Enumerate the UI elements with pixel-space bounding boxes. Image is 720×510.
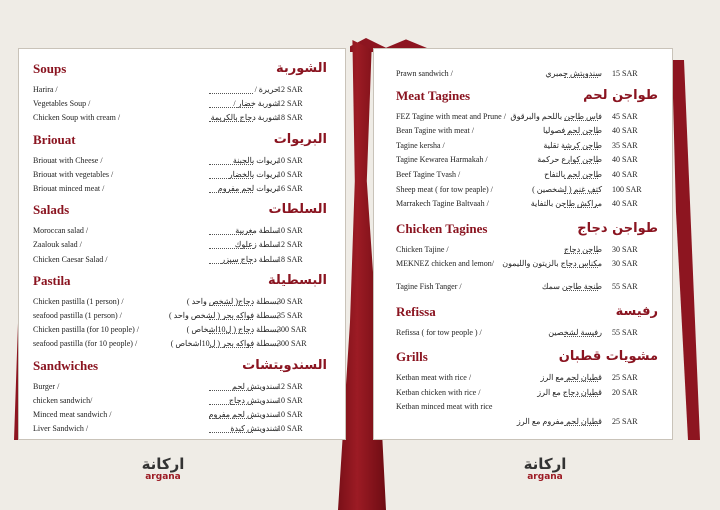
dotted-leader (564, 157, 598, 164)
item-price: 100 SAR (612, 184, 642, 194)
item-name-en: Briouat with vegetables / (33, 169, 114, 179)
section-header (19, 132, 345, 152)
item-name-ar: بسطلة فواكه بحر ( ل10اشخاص ) (170, 339, 279, 349)
item-price: 18 SAR (277, 113, 303, 123)
dotted-leader (564, 284, 598, 291)
menu-item (19, 408, 345, 422)
item-name-ar: طاجن كوارع حركمة (537, 155, 602, 165)
item-name-en: Chicken pastilla (for 10 people) / (33, 325, 139, 335)
menu-item (19, 83, 345, 97)
item-price: 35 SAR (277, 311, 303, 320)
item-name-en: Minced meat sandwich / (33, 410, 112, 419)
dotted-leader (209, 313, 253, 320)
item-name-en: Vegetables Soup / (33, 99, 91, 109)
item-name-en: Briouat minced meat / (33, 184, 105, 193)
item-name-en: Moroccan salad / (33, 226, 89, 236)
argana-logo-left (128, 456, 198, 482)
item-price: 10 SAR (277, 424, 303, 434)
item-name-en: Marrakech Tagine Baltvaah / (396, 199, 489, 209)
item-name-ar: شوربة خضار / (233, 99, 279, 109)
section-header (19, 358, 345, 378)
dotted-leader (564, 330, 598, 337)
dotted-leader (564, 261, 598, 268)
section-title-ar: رفيسة (615, 303, 658, 319)
item-name-ar: فاس طاجن باللحم والبرقوق (510, 111, 602, 121)
menu-item (374, 197, 672, 211)
menu-item (374, 257, 672, 271)
item-price: 30 SAR (277, 296, 303, 306)
item-price: 40 SAR (612, 126, 638, 136)
item-price: 16 SAR (277, 184, 303, 193)
item-name-ar: بسطلة دجاج( لشخص واحد ) (186, 296, 279, 306)
menu-item (19, 224, 345, 238)
item-price: 30 SAR (612, 259, 638, 269)
menu-item (374, 371, 672, 385)
item-name-en: Refissa ( for tow people ) / (396, 327, 482, 337)
dotted-leader (209, 299, 253, 306)
menu-item (374, 400, 672, 414)
menu-item (19, 182, 345, 196)
dotted-leader (564, 390, 598, 397)
menu-item (19, 253, 345, 267)
item-price: 10 SAR (277, 410, 303, 419)
item-name-en: Bean Tagine with meat / (396, 126, 474, 136)
dotted-leader (209, 426, 253, 433)
item-name-en: Chicken Caesar Salad / (33, 254, 108, 264)
item-name-ar: سندويتش جمبري (545, 69, 602, 78)
right-menu-panel (373, 48, 673, 440)
section-title-en: Grills (396, 349, 428, 365)
item-price: 12 SAR (277, 99, 303, 109)
item-name-en: MEKNEZ chicken and lemon/ (396, 259, 494, 269)
menu-item (374, 386, 672, 400)
dotted-leader (209, 101, 253, 108)
item-name-en: Ketban chicken with rice / (396, 387, 481, 397)
item-name-en: Ketban meat with rice / (396, 373, 472, 383)
section-title-en: Sandwiches (33, 357, 99, 373)
item-name-ar: قطبان لحم مع الرز (540, 373, 602, 383)
item-name-en: Beef Tagine Tvash / (396, 170, 461, 179)
dotted-leader (209, 341, 253, 348)
item-price: 10 SAR (277, 226, 303, 236)
menu-item (19, 154, 345, 168)
item-name-ar: بريوات بالجبنة (232, 155, 279, 165)
item-price: 20 SAR (612, 387, 638, 397)
dotted-leader (564, 71, 598, 78)
item-price: 25 SAR (612, 373, 638, 383)
item-name-ar: قطبان دجاج مع الرز (537, 387, 602, 397)
item-name-en: Chicken Soup with cream / (33, 113, 121, 123)
item-name-ar: طاجن لحم بالتفاح (544, 170, 602, 179)
section-title-en: Chicken Tagines (396, 220, 488, 236)
dotted-leader (564, 114, 598, 121)
item-name-en: Ketban minced meat with rice (396, 402, 493, 412)
item-price: 15 SAR (612, 69, 638, 78)
item-name-en: Tagine kersha / (396, 140, 445, 150)
dotted-leader (209, 87, 253, 94)
item-price: 12 SAR (277, 240, 303, 250)
item-name-en: Liver Sandwich / (33, 424, 89, 434)
item-name-en: Tagine Kewarea Harmakah / (396, 155, 488, 165)
menu-item (19, 309, 345, 323)
menu-item (374, 243, 672, 257)
item-name-ar: شندويتش كبدة (230, 424, 279, 434)
item-name-ar: شوربة دجاج بالكريمة (210, 113, 279, 123)
dotted-leader (564, 172, 598, 179)
item-name-ar: بريوات لحم مفروم (217, 184, 279, 193)
section-header (19, 61, 345, 81)
section-title-en: Pastila (33, 272, 71, 288)
dotted-leader (564, 375, 598, 382)
menu-item (374, 153, 672, 167)
section-header (19, 273, 345, 293)
dotted-leader (564, 187, 598, 194)
section-title-en: Briouat (33, 131, 76, 147)
section-title-ar: الشوربة (276, 61, 327, 76)
dotted-leader (209, 172, 253, 179)
menu-item (19, 394, 345, 408)
section-title-ar: طواجن لحم (583, 87, 658, 103)
section-title-ar: البسطيلة (267, 272, 327, 288)
section-title-ar: طواجن دجاج (577, 220, 658, 236)
item-name-en: Chicken pastilla (1 person) / (33, 296, 124, 306)
menu-item (19, 323, 345, 337)
item-name-en: chicken sandwich/ (33, 395, 93, 405)
item-price: 45 SAR (612, 111, 638, 121)
item-name-ar: سلطة مغربية (235, 226, 279, 236)
menu-item (374, 415, 672, 429)
item-name-ar: رفيسة لشخصين (548, 327, 602, 337)
item-name-ar: سلطة زعلوك (234, 240, 279, 250)
menu-item (374, 168, 672, 182)
dotted-leader (209, 115, 253, 122)
dotted-leader (209, 242, 253, 249)
section-header (374, 221, 672, 241)
item-price: 40 SAR (612, 199, 638, 209)
section-title-ar: السندويتشات (242, 357, 327, 373)
section-title-ar: السلطات (268, 202, 327, 218)
item-name-en: FEZ Tagine with meat and Prune / (396, 111, 506, 121)
menu-item (374, 280, 672, 294)
item-price: 40 SAR (612, 170, 638, 179)
item-name-ar: بسطلة فواكه بحر ( لشخص واحد ) (168, 311, 279, 320)
item-price: 40 SAR (612, 155, 638, 165)
item-name-en: Harira / (33, 85, 58, 94)
item-price: 12 SAR (277, 381, 303, 391)
item-name-en: Tagine Fish Tanger / (396, 282, 462, 291)
item-price: 30 SAR (612, 244, 638, 254)
menu-item (19, 111, 345, 125)
menu-item (19, 422, 345, 436)
item-name-ar: مراكش طاجن بالتفاية (530, 199, 602, 209)
logo-latin-text: argana (145, 472, 181, 482)
section-title-ar: مشويات قطبان (558, 349, 658, 365)
item-name-ar: حريرة / (254, 85, 279, 94)
item-name-ar: سندويتش دجاج (228, 395, 279, 405)
dotted-leader (564, 419, 598, 426)
item-name-en: Sheep meat ( for tow peaple) / (396, 184, 493, 194)
item-price: 55 SAR (612, 327, 638, 337)
item-name-ar: مكناس دجاج بالزيتون والليمون (502, 259, 602, 269)
section-title-en: Refissa (396, 303, 436, 319)
menu-item (374, 67, 672, 81)
item-name-ar: سندويتش لحم مفروم (208, 410, 279, 419)
menu-item (374, 326, 672, 340)
menu-item (374, 110, 672, 124)
item-name-ar: بسطلة دجاج ( ل10اشخاص ) (186, 325, 279, 335)
menu-item (19, 97, 345, 111)
dotted-leader (564, 247, 598, 254)
section-title-en: Salads (33, 202, 70, 218)
item-price: 300 SAR (277, 339, 307, 349)
menu-item (19, 380, 345, 394)
logo-arabic-text: اركانة (141, 455, 185, 473)
item-name-en: Chicken Tajine / (396, 244, 449, 254)
logo-latin-text: argana (527, 472, 563, 482)
item-price: 25 SAR (612, 417, 638, 426)
item-name-ar: سلطة دجاج سيزر (221, 254, 279, 264)
item-price: 300 SAR (277, 325, 307, 335)
menu-item (19, 238, 345, 252)
item-name-ar: طنجة طاجن سمك (541, 282, 602, 291)
dotted-leader (209, 398, 253, 405)
section-title-ar: البريوات (273, 131, 327, 147)
dotted-leader (209, 228, 253, 235)
item-price: 18 SAR (277, 254, 303, 264)
dotted-leader (209, 158, 253, 165)
section-title-en: Soups (33, 61, 67, 76)
item-name-en: Zaalouk salad / (33, 240, 82, 250)
item-price: 10 SAR (277, 395, 303, 405)
item-name-ar: سندويتش لحم (232, 381, 279, 391)
dotted-leader (209, 412, 253, 419)
item-name-ar: كتف غنم ( لشخصين ) (532, 184, 602, 194)
item-name-ar: بريوات بالخضار (228, 169, 279, 179)
menu-item (374, 139, 672, 153)
item-price: 12 SAR (277, 85, 303, 94)
dotted-leader (209, 186, 253, 193)
menu-item (374, 183, 672, 197)
section-header (374, 349, 672, 369)
item-name-en: Burger / (33, 381, 60, 391)
section-header (374, 88, 672, 108)
dotted-leader (209, 384, 253, 391)
logo-arabic-text: اركانة (523, 455, 567, 473)
dotted-leader (209, 257, 253, 264)
menu-item (19, 295, 345, 309)
item-name-en: seafood pastilla (for 10 people) / (33, 339, 138, 349)
dotted-leader (564, 143, 598, 150)
item-price: 35 SAR (612, 140, 638, 150)
item-price: 10 SAR (277, 169, 303, 179)
section-title-en: Meat Tagines (396, 87, 471, 103)
item-name-en: seafood pastilla (1 person) / (33, 311, 122, 320)
item-name-en: Prawn sandwich / (396, 69, 453, 78)
item-name-ar: قطبان لحم مفروم مع الرز (516, 417, 602, 426)
menu-item (19, 168, 345, 182)
item-name-en: Briouat with Cheese / (33, 155, 103, 165)
item-name-ar: طاجن لحم فصوليا (543, 126, 602, 136)
item-name-ar: طاجن كرشة تقلية (543, 140, 602, 150)
item-price: 10 SAR (277, 155, 303, 165)
dotted-leader (209, 327, 253, 334)
menu-item (374, 124, 672, 138)
menu-item (19, 337, 345, 351)
dotted-leader (564, 201, 598, 208)
dotted-leader (564, 128, 598, 135)
section-header (374, 304, 672, 324)
item-price: 55 SAR (612, 282, 638, 291)
section-header (19, 202, 345, 222)
argana-logo-right (510, 456, 580, 482)
left-menu-panel (18, 48, 346, 440)
item-name-ar: طاجن دجاج (564, 244, 602, 254)
